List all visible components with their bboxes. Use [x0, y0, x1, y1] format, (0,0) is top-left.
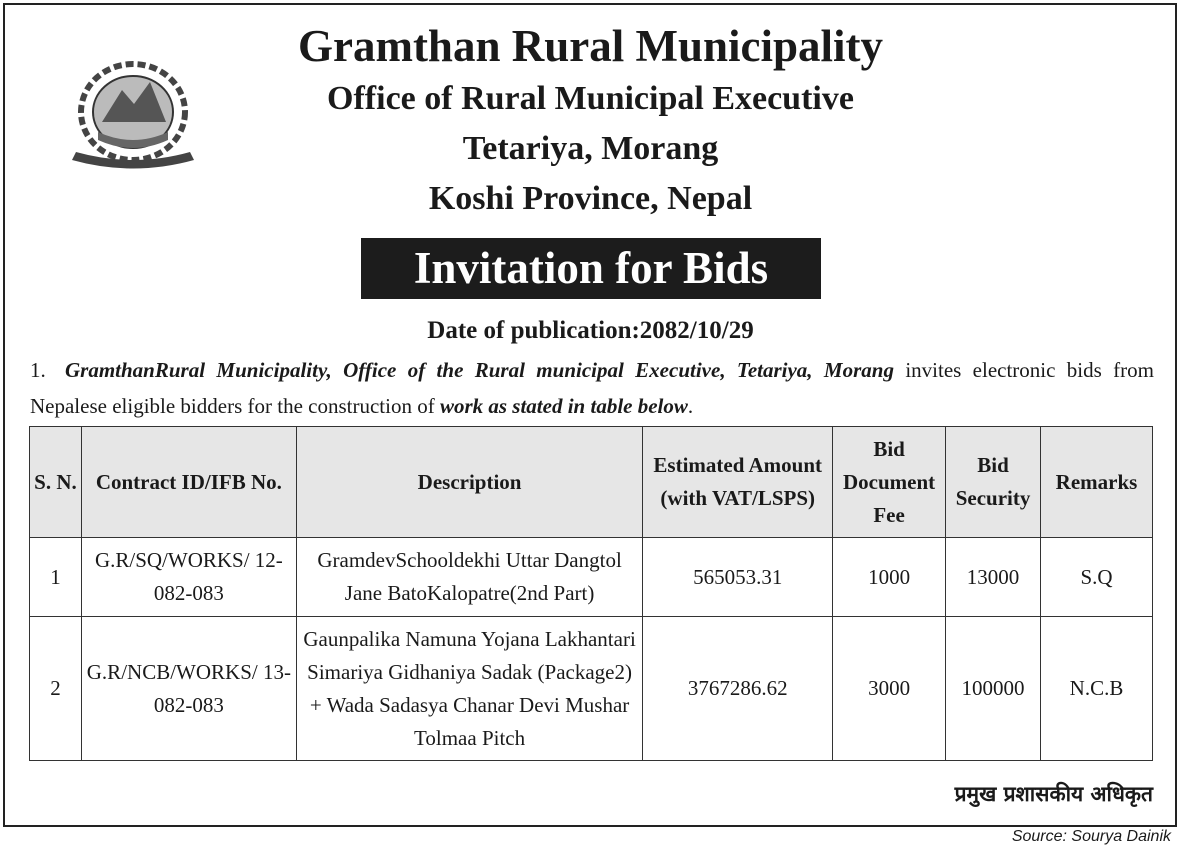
- cell-contract-id: G.R/SQ/WORKS/ 12-082-083: [81, 538, 296, 617]
- header-bid-security: Bid Security: [946, 427, 1041, 538]
- cell-remarks: S.Q: [1041, 538, 1153, 617]
- intro-text: invites electronic bids from Nepalese eligible bidders for the construction of: [30, 358, 1154, 418]
- intro-end: .: [687, 394, 694, 418]
- municipality-title: Gramthan Rural Municipality: [297, 21, 884, 71]
- header-description: Description: [296, 427, 643, 538]
- office-location: Tetariya, Morang: [462, 130, 719, 167]
- province: Koshi Province, Nepal: [428, 180, 753, 217]
- publication-date: Date of publication:2082/10/29: [427, 317, 754, 344]
- intro-work-reference: work as stated in table below: [439, 394, 688, 418]
- cell-sn: 2: [30, 617, 82, 761]
- table-header-row: [30, 427, 1153, 538]
- intro-paragraph: [30, 352, 1154, 424]
- header-sn: S. N.: [30, 427, 82, 538]
- office-name: Office of Rural Municipal Executive: [327, 80, 854, 117]
- cell-contract-id: G.R/NCB/WORKS/ 13-082-083: [81, 617, 296, 761]
- notice-banner: Invitation for Bids: [361, 238, 821, 299]
- cell-bid-security: 100000: [946, 617, 1041, 761]
- cell-bid-document-fee: 1000: [833, 538, 946, 617]
- header-bid-document-fee: Bid Document Fee: [833, 427, 946, 538]
- cell-estimated-amount: 565053.31: [643, 538, 833, 617]
- header-contract-id: Contract ID/IFB No.: [81, 427, 296, 538]
- header-estimated-amount: Estimated Amount (with VAT/LSPS): [643, 427, 833, 538]
- signature-title: प्रमुख प्रशासकीय अधिकृत: [954, 782, 1153, 806]
- bids-table: [29, 426, 1153, 761]
- cell-description: GramdevSchooldekhi Uttar Dangtol Jane BatoKalopatre(2nd Part): [296, 538, 643, 617]
- cell-bid-document-fee: 3000: [833, 617, 946, 761]
- cell-bid-security: 13000: [946, 538, 1041, 617]
- cell-remarks: N.C.B: [1041, 617, 1153, 761]
- source-credit: Source: Sourya Dainik: [1011, 828, 1171, 845]
- header-remarks: Remarks: [1041, 427, 1153, 538]
- cell-sn: 1: [30, 538, 82, 617]
- cell-description: Gaunpalika Namuna Yojana Lakhantari Simariya Gidhaniya Sadak (Package2) + Wada Sadasya Chanar Devi Mushar Tolmaa Pitch: [296, 617, 643, 761]
- table-row: [30, 617, 1153, 761]
- intro-issuer: GramthanRural Municipality, Office of the Rural municipal Executive, Tetariya, Morang: [65, 358, 894, 382]
- paragraph-number: 1.: [30, 358, 46, 382]
- cell-estimated-amount: 3767286.62: [643, 617, 833, 761]
- table-row: [30, 538, 1153, 617]
